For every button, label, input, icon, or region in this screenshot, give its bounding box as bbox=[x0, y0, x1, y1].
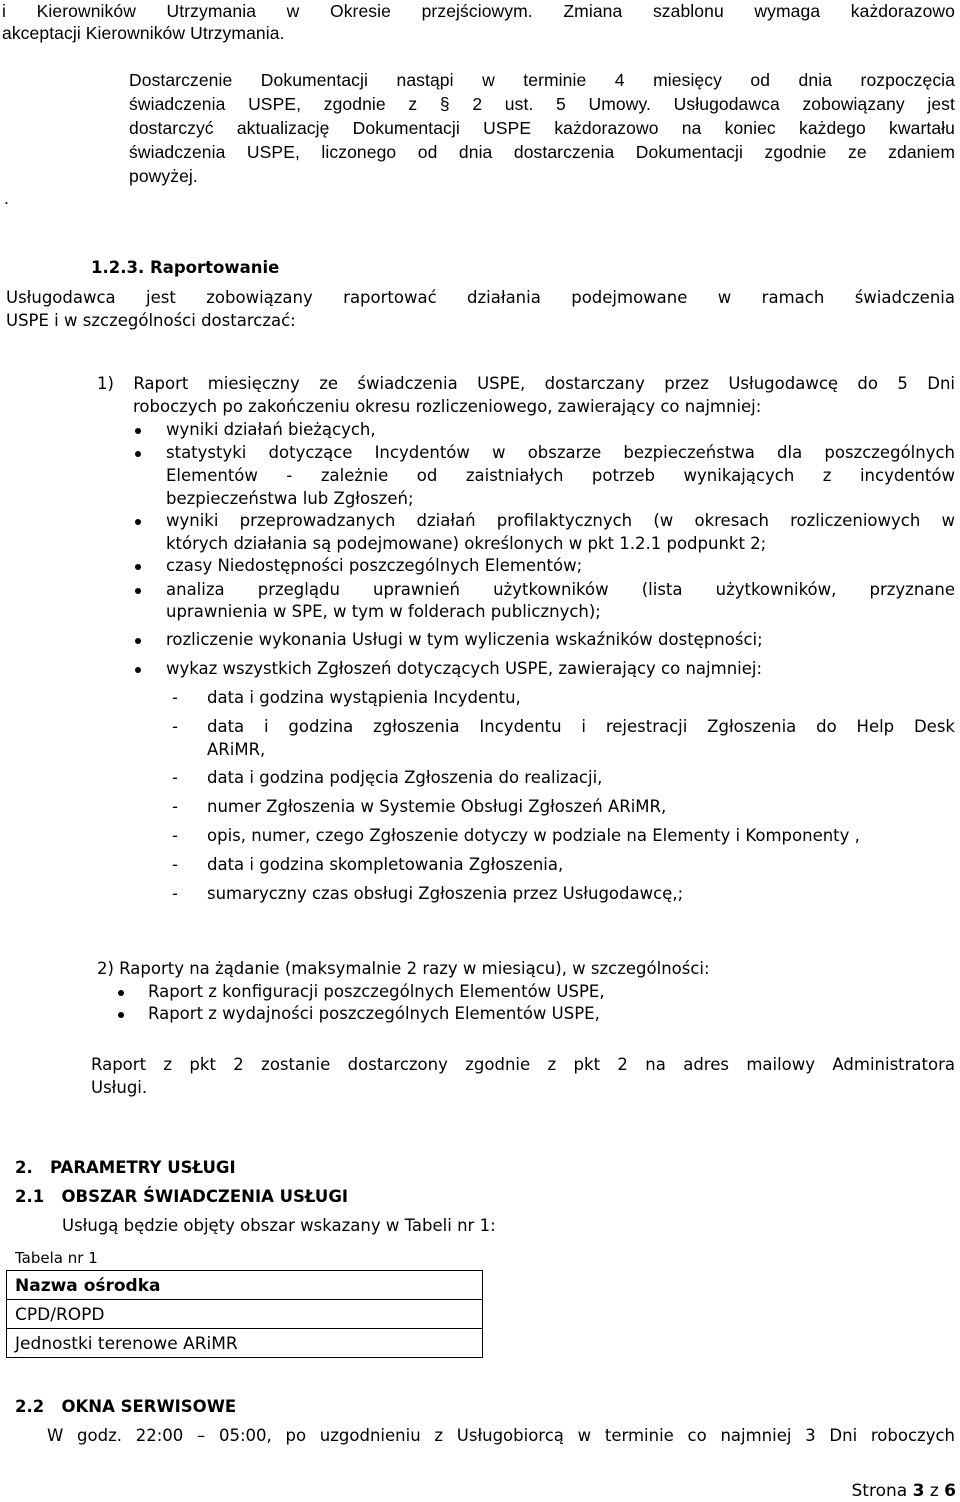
table-cell: Jednostki terenowe ARiMR bbox=[7, 1329, 483, 1358]
table-header-row bbox=[7, 1271, 483, 1300]
dash-mark: - bbox=[172, 688, 178, 707]
dash-mark: - bbox=[172, 884, 178, 903]
item1-line-1: 1) Raport miesięczny ze świadczenia USPE, dostarczany przez Usługodawcę do 5 Dni bbox=[97, 374, 955, 393]
dash-4: numer Zgłoszenia w Systemie Obsługi Zgłoszeń ARiMR, bbox=[207, 797, 667, 816]
bullet-2-line-2: Elementów - zależnie od zaistniałych potrzeb wynikających z incydentów bbox=[166, 466, 955, 485]
item1-line-2: roboczych po zakończeniu okresu rozliczeniowego, zawierający co najmniej: bbox=[133, 397, 762, 416]
delivery-line-2: świadczenia USPE, zgodnie z § 2 ust. 5 Umowy. Usługodawca zobowiązany jest bbox=[129, 94, 955, 114]
reporting-intro-line-2: USPE i w szczególności dostarczać: bbox=[6, 311, 296, 330]
page-current: 3 bbox=[912, 1481, 925, 1501]
bullet-3-line-2: których działania są podejmowane) określonych w pkt 1.2.1 podpunkt 2; bbox=[166, 534, 767, 553]
table-cell: CPD/ROPD bbox=[7, 1300, 483, 1329]
dash-mark: - bbox=[172, 768, 178, 787]
section2-2-text: W godz. 22:00 – 05:00, po uzgodnieniu z Usługobiorcą w terminie co najmniej 3 Dni roboczych bbox=[47, 1426, 955, 1445]
dash-2-line-2: ARiMR, bbox=[207, 740, 266, 759]
intro-line-1: i Kierowników Utrzymania w Okresie przejściowym. Zmiana szablonu wymaga każdorazowo bbox=[2, 1, 955, 21]
page-sep: z bbox=[924, 1481, 945, 1501]
delivery-line-3: dostarczyć aktualizację Dokumentacji USPE każdorazowo na koniec każdego kwartału bbox=[129, 118, 955, 138]
section2-heading: 2. PARAMETRY USŁUGI bbox=[15, 1158, 236, 1177]
bullet-dot bbox=[118, 1012, 124, 1018]
bullet-dot bbox=[135, 638, 141, 644]
bullet-6: rozliczenie wykonania Usługi w tym wyliczenia wskaźników dostępności; bbox=[166, 630, 763, 649]
stray-dot: . bbox=[4, 188, 9, 208]
dash-mark: - bbox=[172, 717, 178, 736]
bullet-dot bbox=[135, 519, 141, 525]
bullet-dot bbox=[118, 990, 124, 996]
bullet-4: czasy Niedostępności poszczególnych Elementów; bbox=[166, 556, 583, 575]
closing-line-1: Raport z pkt 2 zostanie dostarczony zgodnie z pkt 2 na adres mailowy Administratora bbox=[91, 1055, 955, 1074]
delivery-line-5: powyżej. bbox=[129, 166, 198, 186]
dash-1: data i godzina wystąpienia Incydentu, bbox=[207, 688, 521, 707]
table-header-cell: Nazwa ośrodka bbox=[7, 1271, 483, 1300]
bullet-3-line-1: wyniki przeprowadzanych działań profilaktycznych (w okresach rozliczeniowych w bbox=[166, 511, 955, 530]
bullet-dot bbox=[135, 588, 141, 594]
page-number bbox=[852, 1481, 957, 1501]
bullet-dot bbox=[135, 451, 141, 457]
dash-mark: - bbox=[172, 797, 178, 816]
section2-2-heading: 2.2 OKNA SERWISOWE bbox=[15, 1397, 237, 1416]
bullet-2-line-3: bezpieczeństwa lub Zgłoszeń; bbox=[166, 489, 414, 508]
dash-3: data i godzina podjęcia Zgłoszenia do realizacji, bbox=[207, 768, 603, 787]
centers-table bbox=[6, 1270, 483, 1358]
intro-line-2: akceptacji Kierowników Utrzymania. bbox=[2, 23, 285, 43]
dash-7: sumaryczny czas obsługi Zgłoszenia przez Usługodawcę,; bbox=[207, 884, 684, 903]
table-row bbox=[7, 1329, 483, 1358]
bullet-2-line-1: statystyki dotyczące Incydentów w obszarze bezpieczeństwa dla poszczególnych bbox=[166, 443, 955, 462]
page-prefix: Strona bbox=[851, 1481, 913, 1501]
delivery-line-1: Dostarczenie Dokumentacji nastąpi w terminie 4 miesięcy od dnia rozpoczęcia bbox=[129, 70, 955, 90]
dash-5: opis, numer, czego Zgłoszenie dotyczy w podziale na Elementy i Komponenty , bbox=[207, 826, 860, 845]
bullet-5-line-1: analiza przeglądu uprawnień użytkowników (lista użytkowników, przyznane bbox=[166, 580, 955, 599]
page-total: 6 bbox=[944, 1481, 956, 1501]
table-caption: Tabela nr 1 bbox=[15, 1249, 98, 1267]
bullet-7: wykaz wszystkich Zgłoszeń dotyczących USPE, zawierający co najmniej: bbox=[166, 659, 763, 678]
item2-line: 2) Raporty na żądanie (maksymalnie 2 razy w miesiącu), w szczególności: bbox=[97, 959, 710, 978]
bullet-1: wyniki działań bieżących, bbox=[166, 420, 376, 439]
bullet-dot bbox=[135, 667, 141, 673]
bullet-dot bbox=[135, 564, 141, 570]
dash-mark: - bbox=[172, 855, 178, 874]
reporting-intro-line-1: Usługodawca jest zobowiązany raportować działania podejmowane w ramach świadczenia bbox=[6, 288, 955, 307]
delivery-line-4: świadczenia USPE, liczonego od dnia dostarczenia Dokumentacji zgodnie ze zdaniem bbox=[129, 142, 955, 162]
table-row bbox=[7, 1300, 483, 1329]
bullet-5-line-2: uprawnienia w SPE, w tym w folderach publicznych); bbox=[166, 602, 601, 621]
dash-mark: - bbox=[172, 826, 178, 845]
item2-bullet-1: Raport z konfiguracji poszczególnych Elementów USPE, bbox=[148, 982, 605, 1001]
section2-1-text: Usługą będzie objęty obszar wskazany w Tabeli nr 1: bbox=[62, 1216, 496, 1235]
item2-bullet-2: Raport z wydajności poszczególnych Elementów USPE, bbox=[148, 1004, 600, 1023]
dash-6: data i godzina skompletowania Zgłoszenia, bbox=[207, 855, 564, 874]
reporting-heading: 1.2.3. Raportowanie bbox=[91, 258, 280, 277]
closing-line-2: Usługi. bbox=[91, 1078, 148, 1097]
bullet-dot bbox=[135, 428, 141, 434]
dash-2-line-1: data i godzina zgłoszenia Incydentu i rejestracji Zgłoszenia do Help Desk bbox=[207, 717, 955, 736]
section2-1-heading: 2.1 OBSZAR ŚWIADCZENIA USŁUGI bbox=[15, 1187, 348, 1206]
